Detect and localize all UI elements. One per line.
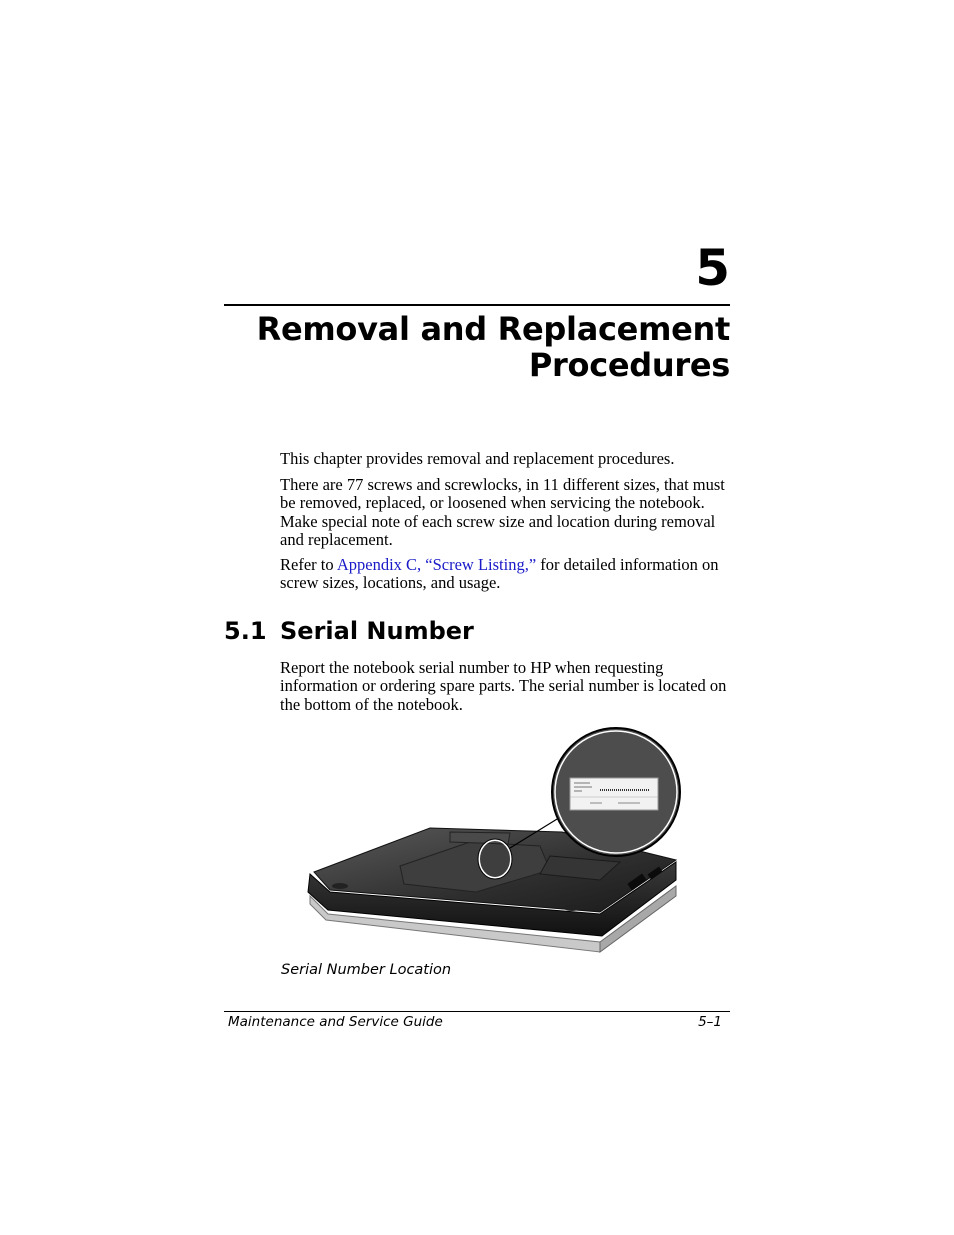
notebook-illustration <box>300 720 690 965</box>
chapter-rule <box>224 304 730 306</box>
chapter-number: 5 <box>695 239 730 297</box>
footer-rule <box>224 1011 730 1012</box>
section-title: Serial Number <box>280 617 474 645</box>
intro-paragraph-2: There are 77 screws and screwlocks, in 11 different sizes, that must be removed, replaced, or loosened when servicing the notebook. Make special note of each screw size and location during removal and replacement. <box>280 475 725 549</box>
section-body: Report the notebook serial number to HP when requesting information or ordering spare parts. The serial number is located on the bottom of the notebook. <box>280 658 727 714</box>
serial-number-figure <box>300 720 690 965</box>
section-heading <box>224 616 474 646</box>
chapter-title-line-2: Procedures <box>528 346 730 384</box>
chapter-title-line-1: Removal and Replacement <box>256 310 730 348</box>
chapter-title <box>210 311 730 383</box>
intro-paragraph-3 <box>280 556 730 593</box>
intro-p3-prefix: Refer to <box>280 555 337 574</box>
intro-p3-suffix: for detailed information on screw sizes, locations, and usage. <box>280 555 719 593</box>
figure-caption: Serial Number Location <box>281 962 452 978</box>
section-number: 5.1 <box>224 617 267 645</box>
footer-page-number: 5–1 <box>698 1014 722 1030</box>
appendix-c-link[interactable]: Appendix C, “Screw Listing,” <box>336 555 537 574</box>
intro-paragraph-1: This chapter provides removal and replacement procedures. <box>280 449 675 468</box>
footer-guide-title: Maintenance and Service Guide <box>228 1014 443 1030</box>
